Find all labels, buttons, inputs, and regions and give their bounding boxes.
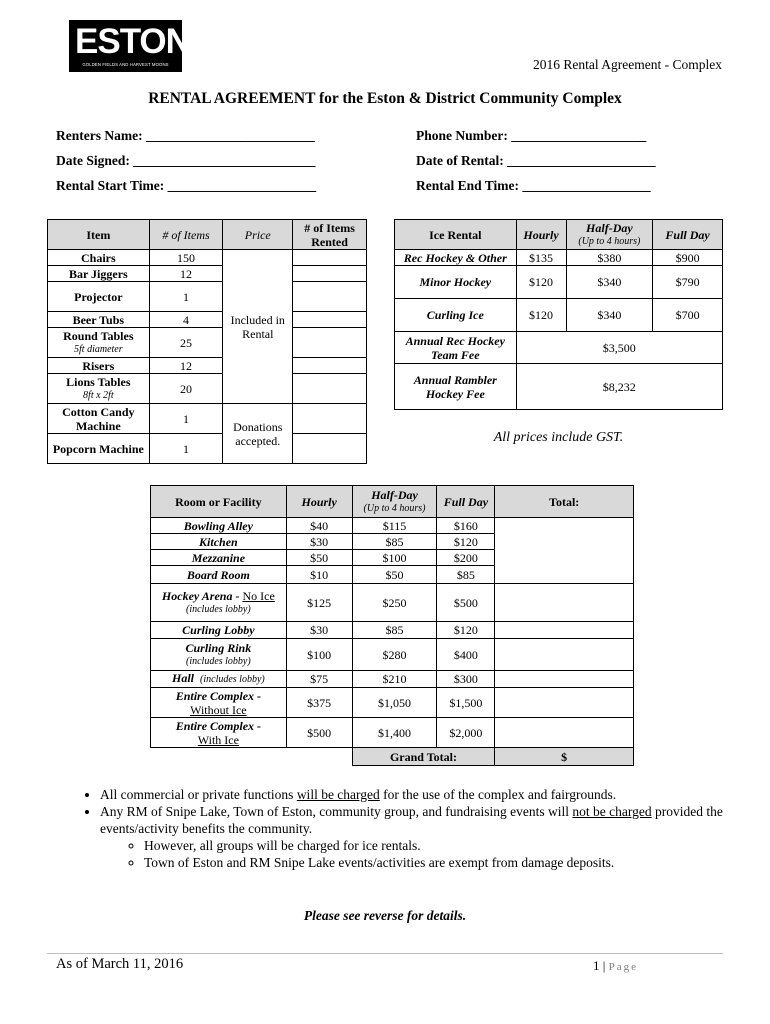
col-num-items: # of Items bbox=[149, 220, 223, 250]
room-halfday: $115 bbox=[352, 518, 437, 534]
footer-date: As of March 11, 2016 bbox=[56, 956, 184, 972]
room-sub: (includes lobby) bbox=[200, 674, 265, 685]
room-name: Hall bbox=[172, 671, 195, 685]
room-name: Hockey Arena - bbox=[161, 588, 243, 603]
item-name: Popcorn Machine bbox=[48, 434, 150, 464]
item-name-cell bbox=[48, 328, 150, 358]
item-qty: 4 bbox=[149, 312, 223, 328]
room-name: Entire Complex - bbox=[175, 688, 262, 703]
date-signed-field[interactable]: Date Signed: ___________________________ bbox=[56, 153, 316, 168]
col-fullday: Full Day bbox=[653, 220, 723, 250]
table-row bbox=[395, 250, 723, 266]
note-emphasis: will be charged bbox=[296, 787, 380, 802]
item-qty: 25 bbox=[149, 328, 223, 358]
halfday-label: Half-Day bbox=[371, 487, 418, 502]
rented-input[interactable] bbox=[293, 312, 367, 328]
item-qty: 1 bbox=[149, 404, 223, 434]
room-name-qualifier: With Ice bbox=[197, 732, 239, 747]
halfday-sub: (Up to 4 hours) bbox=[363, 502, 426, 514]
grand-total-label: Grand Total: bbox=[352, 748, 495, 766]
total-input[interactable] bbox=[495, 718, 634, 748]
table-row bbox=[48, 266, 367, 282]
item-qty: 12 bbox=[149, 266, 223, 282]
total-input[interactable] bbox=[495, 671, 634, 688]
table-header-row bbox=[48, 220, 367, 250]
note-text: for the use of the complex and fairgrounds. bbox=[379, 787, 617, 802]
note-text: All commercial or private functions bbox=[100, 787, 297, 802]
note-text: Any RM of Snipe Lake, Town of Eston, community group, and fundraising events will bbox=[100, 804, 573, 819]
notes-list bbox=[74, 786, 740, 871]
total-input[interactable] bbox=[495, 518, 634, 584]
table-row bbox=[151, 639, 634, 671]
phone-number-field[interactable]: Phone Number: ____________________ bbox=[416, 128, 647, 143]
sub-note-item: ◦ However, all groups will be charged for ice rentals. bbox=[144, 837, 740, 854]
ice-halfday: $380 bbox=[566, 250, 653, 266]
halfday-label: Half-Day bbox=[586, 220, 633, 235]
ice-hourly: $135 bbox=[516, 250, 566, 266]
rented-input[interactable] bbox=[293, 266, 367, 282]
room-halfday: $210 bbox=[352, 671, 437, 688]
room-name-cell bbox=[151, 718, 287, 748]
renters-name-field[interactable]: Renters Name: _________________________ bbox=[56, 128, 315, 143]
item-qty: 1 bbox=[149, 434, 223, 464]
table-row bbox=[395, 266, 723, 299]
ice-name: Minor Hockey bbox=[395, 266, 517, 299]
room-fullday: $2,000 bbox=[437, 718, 495, 748]
reverse-note: Please see reverse for details. bbox=[303, 908, 467, 923]
page-sep: | bbox=[602, 958, 606, 973]
grand-total-value[interactable]: $ bbox=[495, 748, 634, 766]
ice-fullday: $790 bbox=[653, 266, 723, 299]
total-input[interactable] bbox=[495, 639, 634, 671]
table-row bbox=[48, 404, 367, 434]
room-name: Bowling Alley bbox=[151, 518, 287, 534]
room-fullday: $500 bbox=[437, 584, 495, 622]
table-row bbox=[395, 299, 723, 332]
room-name-qualifier: No Ice bbox=[242, 588, 275, 603]
room-hourly: $125 bbox=[286, 584, 352, 622]
item-sub: 5ft diameter bbox=[74, 343, 123, 355]
room-name: Curling Lobby bbox=[151, 622, 287, 639]
room-fullday: $85 bbox=[437, 566, 495, 584]
table-header-row bbox=[151, 486, 634, 518]
fee-name: Annual Rec Hockey Team Fee bbox=[395, 332, 517, 364]
item-name: Beer Tubs bbox=[48, 312, 150, 328]
room-halfday: $50 bbox=[352, 566, 437, 584]
room-hourly: $10 bbox=[286, 566, 352, 584]
item-qty: 150 bbox=[149, 250, 223, 266]
page-title: RENTAL AGREEMENT for the Eston & District Community Complex bbox=[148, 90, 622, 107]
room-name-qualifier: Without Ice bbox=[190, 702, 247, 717]
room-halfday: $100 bbox=[352, 550, 437, 566]
room-hourly: $100 bbox=[286, 639, 352, 671]
room-hourly: $30 bbox=[286, 622, 352, 639]
item-name: Chairs bbox=[48, 250, 150, 266]
table-row bbox=[48, 358, 367, 374]
item-name: Cotton Candy Machine bbox=[48, 404, 150, 434]
table-row bbox=[151, 718, 634, 748]
rented-input[interactable] bbox=[293, 374, 367, 404]
rented-input[interactable] bbox=[293, 328, 367, 358]
price-donations-cell bbox=[223, 404, 293, 464]
item-name: Bar Jiggers bbox=[48, 266, 150, 282]
table-row bbox=[151, 688, 634, 718]
room-hourly: $40 bbox=[286, 518, 352, 534]
note-text: provided the events/activity benefits the community. bbox=[100, 804, 723, 836]
item-qty: 20 bbox=[149, 374, 223, 404]
logo-wordmark: ESTON bbox=[75, 22, 190, 61]
col-item: Item bbox=[48, 220, 150, 250]
rental-end-time-field[interactable]: Rental End Time: ___________________ bbox=[416, 178, 651, 193]
ice-hourly: $120 bbox=[516, 266, 566, 299]
note-emphasis: not be charged bbox=[572, 804, 652, 819]
room-fullday: $160 bbox=[437, 518, 495, 534]
room-halfday: $85 bbox=[352, 622, 437, 639]
room-sub: (includes lobby) bbox=[186, 655, 251, 667]
footer-divider bbox=[47, 953, 723, 954]
col-items-rented: # of Items Rented bbox=[293, 220, 367, 250]
room-fullday: $300 bbox=[437, 671, 495, 688]
room-name: Board Room bbox=[151, 566, 287, 584]
col-halfday bbox=[566, 220, 653, 250]
room-name: Mezzanine bbox=[151, 550, 287, 566]
rented-input[interactable] bbox=[293, 282, 367, 312]
item-name: Risers bbox=[48, 358, 150, 374]
table-row bbox=[151, 671, 634, 688]
grand-total-row bbox=[151, 748, 634, 766]
rented-input[interactable] bbox=[293, 250, 367, 266]
ice-hourly: $120 bbox=[516, 299, 566, 332]
room-halfday: $1,400 bbox=[352, 718, 437, 748]
rental-start-time-field[interactable]: Rental Start Time: ______________________ bbox=[56, 178, 317, 193]
room-fullday: $200 bbox=[437, 550, 495, 566]
ice-name: Curling Ice bbox=[395, 299, 517, 332]
logo-tagline: GOLDEN FIELDS AND HARVEST MOONS bbox=[82, 62, 169, 67]
col-halfday bbox=[352, 486, 437, 518]
table-row bbox=[151, 584, 634, 622]
rented-input[interactable] bbox=[293, 404, 367, 434]
price-included-text: Included in Rental bbox=[230, 312, 285, 341]
room-hourly: $500 bbox=[286, 718, 352, 748]
col-hourly: Hourly bbox=[516, 220, 566, 250]
room-name-cell bbox=[151, 688, 287, 718]
col-total: Total: bbox=[495, 486, 634, 518]
room-halfday: $280 bbox=[352, 639, 437, 671]
page-num: 1 bbox=[593, 958, 600, 973]
halfday-sub: (Up to 4 hours) bbox=[578, 235, 641, 247]
room-halfday: $250 bbox=[352, 584, 437, 622]
room-hourly: $75 bbox=[286, 671, 352, 688]
col-room: Room or Facility bbox=[151, 486, 287, 518]
table-row bbox=[151, 622, 634, 639]
item-qty: 1 bbox=[149, 282, 223, 312]
ice-fullday: $700 bbox=[653, 299, 723, 332]
page-word: Page bbox=[608, 961, 638, 973]
table-row bbox=[48, 434, 367, 464]
room-hourly: $30 bbox=[286, 534, 352, 550]
room-name-cell bbox=[151, 639, 287, 671]
ice-rental-table bbox=[394, 219, 723, 410]
room-hourly: $375 bbox=[286, 688, 352, 718]
date-of-rental-field[interactable]: Date of Rental: ______________________ bbox=[416, 153, 656, 168]
total-input[interactable] bbox=[495, 688, 634, 718]
room-name: Curling Rink bbox=[185, 640, 252, 655]
col-hourly: Hourly bbox=[286, 486, 352, 518]
eston-logo bbox=[69, 20, 190, 72]
item-name: Projector bbox=[48, 282, 150, 312]
ice-fullday: $900 bbox=[653, 250, 723, 266]
room-fullday: $400 bbox=[437, 639, 495, 671]
fee-name: Annual Rambler Hockey Fee bbox=[395, 364, 517, 410]
price-donations-text: Donations accepted. bbox=[233, 419, 283, 448]
room-hourly: $50 bbox=[286, 550, 352, 566]
ice-halfday: $340 bbox=[566, 299, 653, 332]
table-row bbox=[48, 250, 367, 266]
room-name: Entire Complex - bbox=[175, 718, 262, 733]
room-name: Kitchen bbox=[151, 534, 287, 550]
item-qty: 12 bbox=[149, 358, 223, 374]
table-row bbox=[48, 282, 367, 312]
note-item bbox=[100, 803, 740, 871]
table-header-row bbox=[395, 220, 723, 250]
table-row bbox=[48, 328, 367, 358]
room-sub: (includes lobby) bbox=[186, 603, 251, 615]
room-name-cell bbox=[151, 584, 287, 622]
room-fullday: $1,500 bbox=[437, 688, 495, 718]
item-name: Lions Tables bbox=[66, 374, 131, 389]
header-subtitle: 2016 Rental Agreement - Complex bbox=[533, 57, 722, 72]
room-halfday: $1,050 bbox=[352, 688, 437, 718]
ice-name: Rec Hockey & Other bbox=[395, 250, 517, 266]
sub-note-item: ◦ Town of Eston and RM Snipe Lake events/activities are exempt from damage deposits. bbox=[144, 854, 740, 871]
sub-notes-list bbox=[100, 837, 740, 871]
item-sub: 8ft x 2ft bbox=[83, 389, 114, 401]
fee-price: $8,232 bbox=[516, 364, 722, 410]
table-row bbox=[395, 332, 723, 364]
page-number bbox=[593, 958, 638, 974]
facility-table bbox=[150, 485, 634, 766]
room-halfday: $85 bbox=[352, 534, 437, 550]
col-fullday: Full Day bbox=[437, 486, 495, 518]
table-row bbox=[151, 518, 634, 534]
total-input[interactable] bbox=[495, 622, 634, 639]
note-item bbox=[100, 786, 740, 803]
total-input[interactable] bbox=[495, 584, 634, 622]
room-name-cell bbox=[151, 671, 287, 688]
equipment-table bbox=[47, 219, 367, 464]
table-row bbox=[48, 374, 367, 404]
price-included-cell bbox=[223, 250, 293, 404]
ice-halfday: $340 bbox=[566, 266, 653, 299]
rented-input[interactable] bbox=[293, 358, 367, 374]
rented-input[interactable] bbox=[293, 434, 367, 464]
room-fullday: $120 bbox=[437, 622, 495, 639]
fee-price: $3,500 bbox=[516, 332, 722, 364]
table-row bbox=[395, 364, 723, 410]
room-fullday: $120 bbox=[437, 534, 495, 550]
col-ice-rental: Ice Rental bbox=[395, 220, 517, 250]
item-name: Round Tables bbox=[63, 328, 134, 343]
item-name-cell bbox=[48, 374, 150, 404]
col-price: Price bbox=[223, 220, 293, 250]
table-row bbox=[48, 312, 367, 328]
gst-note: All prices include GST. bbox=[493, 430, 624, 445]
